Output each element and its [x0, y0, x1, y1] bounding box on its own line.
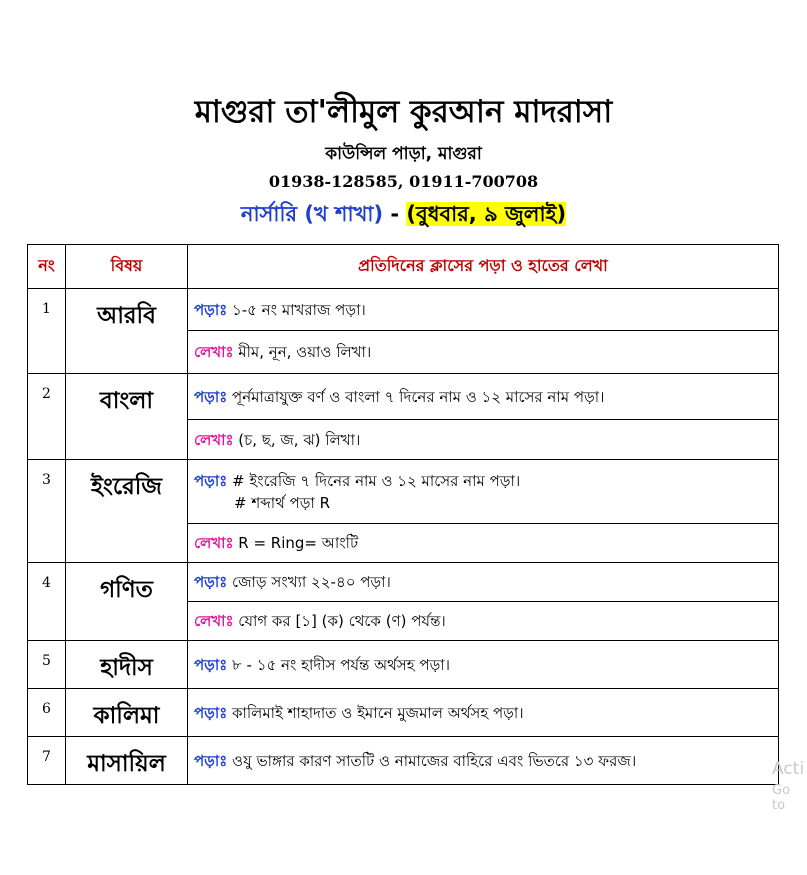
row-subject: গণিত — [66, 563, 188, 641]
write-cell — [188, 331, 779, 374]
row-subject: বাংলা — [66, 374, 188, 460]
read-text: ৮ - ১৫ নং হাদীস পর্যন্ত অর্থসহ পড়া। — [232, 655, 451, 674]
read-text: # ইংরেজি ৭ দিনের নাম ও ১২ মাসের নাম পড়া। — [232, 471, 521, 490]
write-tag: লেখাঃ — [194, 430, 234, 449]
row-subject: ইংরেজি — [66, 460, 188, 563]
read-tag: পড়াঃ — [194, 471, 228, 490]
table-header-row — [28, 245, 779, 289]
table-row — [28, 374, 779, 420]
row-num: 7 — [28, 737, 66, 785]
read-text: ১-৫ নং মাখরাজ পড়া। — [232, 300, 366, 319]
read-tag: পড়াঃ — [194, 655, 228, 674]
read-tag: পড়াঃ — [194, 703, 228, 722]
read-tag: পড়াঃ — [194, 387, 228, 406]
read-cell — [188, 689, 779, 737]
homework-table — [27, 244, 779, 785]
row-subject: হাদীস — [66, 641, 188, 689]
row-subject: মাসায়িল — [66, 737, 188, 785]
write-tag: লেখাঃ — [194, 343, 234, 361]
row-subject: কালিমা — [66, 689, 188, 737]
activation-watermark-sub: Go to — [772, 783, 791, 813]
row-num: 4 — [28, 563, 66, 641]
class-date-line — [0, 198, 807, 230]
table-row — [28, 460, 779, 524]
table-row — [28, 289, 779, 331]
class-label: নার্সারি (খ শাখা) — [240, 202, 384, 226]
read-text: পূর্নমাত্রাযুক্ত বর্ণ ও বাংলা ৭ দিনের নাম ও ১২ মাসের নাম পড়া। — [232, 387, 605, 406]
row-num: 6 — [28, 689, 66, 737]
write-tag: লেখাঃ — [194, 534, 234, 552]
read-cell — [188, 641, 779, 689]
table-row — [28, 737, 779, 785]
write-text: মীম, নূন, ওয়াও লিখা। — [238, 343, 372, 361]
header-num: নং — [28, 245, 66, 289]
phone-numbers: 01938-128585, 01911-700708 — [268, 172, 539, 191]
table-row — [28, 689, 779, 737]
table-row — [28, 563, 779, 602]
read-tag: পড়াঃ — [194, 300, 228, 319]
read-text-2: # শব্দার্থ পড়া R — [234, 493, 331, 512]
write-tag: লেখাঃ — [194, 612, 234, 630]
read-cell — [188, 737, 779, 785]
row-num: 1 — [28, 289, 66, 374]
row-num: 5 — [28, 641, 66, 689]
read-text: জোড় সংখ্যা ২২-৪০ পড়া। — [232, 573, 391, 591]
page-title: মাগুরা তা'লীমুল কুরআন মাদরাসা — [194, 94, 613, 130]
read-cell — [188, 563, 779, 602]
write-cell — [188, 602, 779, 641]
row-num: 2 — [28, 374, 66, 460]
read-cell — [188, 374, 779, 420]
write-text: যোগ কর [১] (ক) থেকে (ণ) পর্যন্ত। — [238, 612, 446, 630]
address: কাউন্সিল পাড়া, মাগুরা — [325, 144, 482, 164]
read-tag: পড়াঃ — [194, 573, 228, 591]
read-text: ওযু ভাঙ্গার কারণ সাতটি ও নামাজের বাহিরে এবং ভিতরে ১৩ ফরজ। — [232, 751, 637, 770]
read-text: কালিমাই শাহাদাত ও ইমানে মুজমাল অর্থসহ পড়া। — [232, 703, 524, 722]
date-label: (বুধবার, ৯ জুলাই) — [406, 202, 567, 226]
write-text: (চ, ছ, জ, ঝ) লিখা। — [238, 430, 361, 449]
write-cell — [188, 524, 779, 563]
write-text: R = Ring= আংটি — [238, 534, 359, 552]
row-num: 3 — [28, 460, 66, 563]
row-subject: আরবি — [66, 289, 188, 374]
write-cell — [188, 420, 779, 460]
header-content: প্রতিদিনের ক্লাসের পড়া ও হাতের লেখা — [188, 245, 779, 289]
dash: - — [383, 202, 407, 226]
read-tag: পড়াঃ — [194, 751, 228, 770]
table-row — [28, 641, 779, 689]
read-cell — [188, 460, 779, 524]
header-subject: বিষয় — [66, 245, 188, 289]
activation-watermark: Acti — [772, 759, 805, 779]
read-cell — [188, 289, 779, 331]
